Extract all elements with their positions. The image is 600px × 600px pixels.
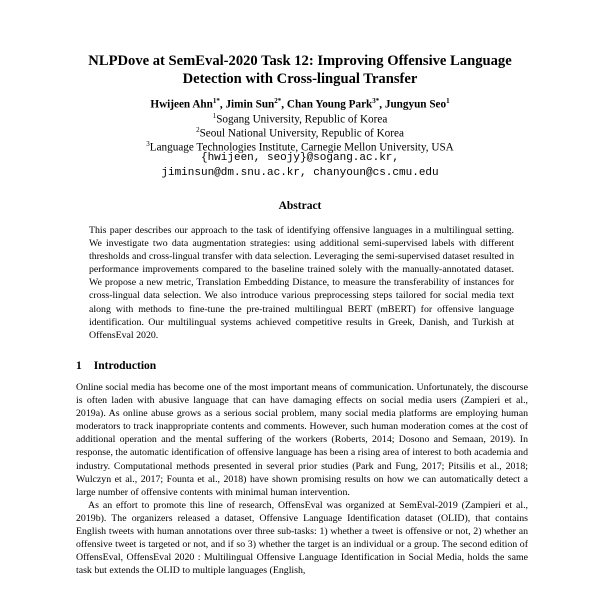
paragraph: Online social media has become one of the most important means of communication. Unfortunately, the discourse is often laden with abusive language that can have damaging effects on social media users (Zampieri et al., 2019a). As online abuse grows as a serious social problem, many social media platforms are employing human moderators to track inappropriate contents and comments. However, such human moderation comes at the cost of additional operation and the mental suffering of the workers (Roberts, 2014; Dosono and Semaan, 2019). In response, the automatic identification of offensive language has been a rising area of interest to both academia and industry. Computational methods presented in several prior studies (Park and Fung, 2017; Pitsilis et al., 2018; Wulczyn et al., 2017; Founta et al., 2018) have shown promising results on how we can automatically detect a large number of offensive contents with minimal human intervention. <box>76 382 528 498</box>
section-number: 1 <box>76 360 82 372</box>
author-name: Chan Young Park <box>286 98 373 111</box>
affiliation-text: Sogang University, Republic of Korea <box>216 113 388 126</box>
paragraph: As an effort to promote this line of research, OffensEval was organized at SemEval-2019 (Zampieri et al., 2019b). The organizers released a dataset, Offensive Language Identification dataset (OLID), that contains English tweets with human annotations over three sub-tasks: 1) whether a tweet is offensive or not, 2) whether an offensive tweet is targeted or not, and if so 3) whether the target is an individual or a group. The second edition of OffensEval, OffensEval 2020 : Multilingual Offensive Language Identification in Social Media, holds the same task but extends the OLID to multiple languages (English, <box>76 499 528 577</box>
title-line-1: NLPDove at SemEval-2020 Task 12: Improving Offensive Language <box>88 53 512 69</box>
author-name: Jimin Sun <box>225 98 275 111</box>
affiliation-mark: 2 <box>196 126 200 134</box>
author-mark: 2* <box>274 97 282 105</box>
affiliation-text: Language Technologies Institute, Carnegie Mellon University, USA <box>149 141 454 154</box>
abstract-text: This paper describes our approach to the task of identifying offensive languages in a multilingual setting. We investigate two data augmentation strategies: using additional semi-supervised labels with different thresholds and cross-lingual transfer with data selection. Leveraging the semi-supervised dataset resulted in performance improvements compared to the baseline trained solely with the manually-annotated dataset. We propose a new metric, Translation Embedding Distance, to measure the transferability of instances for cross-lingual data selection. We also introduce various preprocessing steps tailored for social media text along with methods to fine-tune the pre-trained multilingual BERT (mBERT) for offensive language identification. Our multilingual systems achieved competitive results in Greek, Danish, and Turkish at OffensEval 2020. <box>89 225 514 341</box>
affiliation-text: Seoul National University, Republic of Korea <box>199 127 404 140</box>
author-name: Hwijeen Ahn <box>150 98 213 111</box>
email-line: {hwijeen, seojy}@sogang.ac.kr, <box>200 152 400 164</box>
author-mark: 1* <box>212 97 220 105</box>
paper-title <box>60 52 540 88</box>
section-title: Introduction <box>93 360 157 372</box>
section-heading <box>76 360 156 372</box>
abstract-heading: Abstract <box>278 200 322 212</box>
email-line: jiminsun@dm.snu.ac.kr, chanyoun@cs.cmu.edu <box>161 167 439 179</box>
author-mark: 1 <box>446 97 450 105</box>
body-text <box>76 381 528 577</box>
author-list: Hwijeen Ahn$^{1*}$, Jimin Sun$^{2*}$, Chan Young Park$^{3*}$, Jungyun Seo$^1$ <box>150 97 450 111</box>
author-mark: 3* <box>372 97 380 105</box>
affiliation-mark: 3 <box>146 140 150 148</box>
author-name: Jungyun Seo <box>384 98 447 111</box>
affiliation-mark: 1 <box>212 112 217 120</box>
title-line-2: Detection with Cross-lingual Transfer <box>182 71 418 87</box>
